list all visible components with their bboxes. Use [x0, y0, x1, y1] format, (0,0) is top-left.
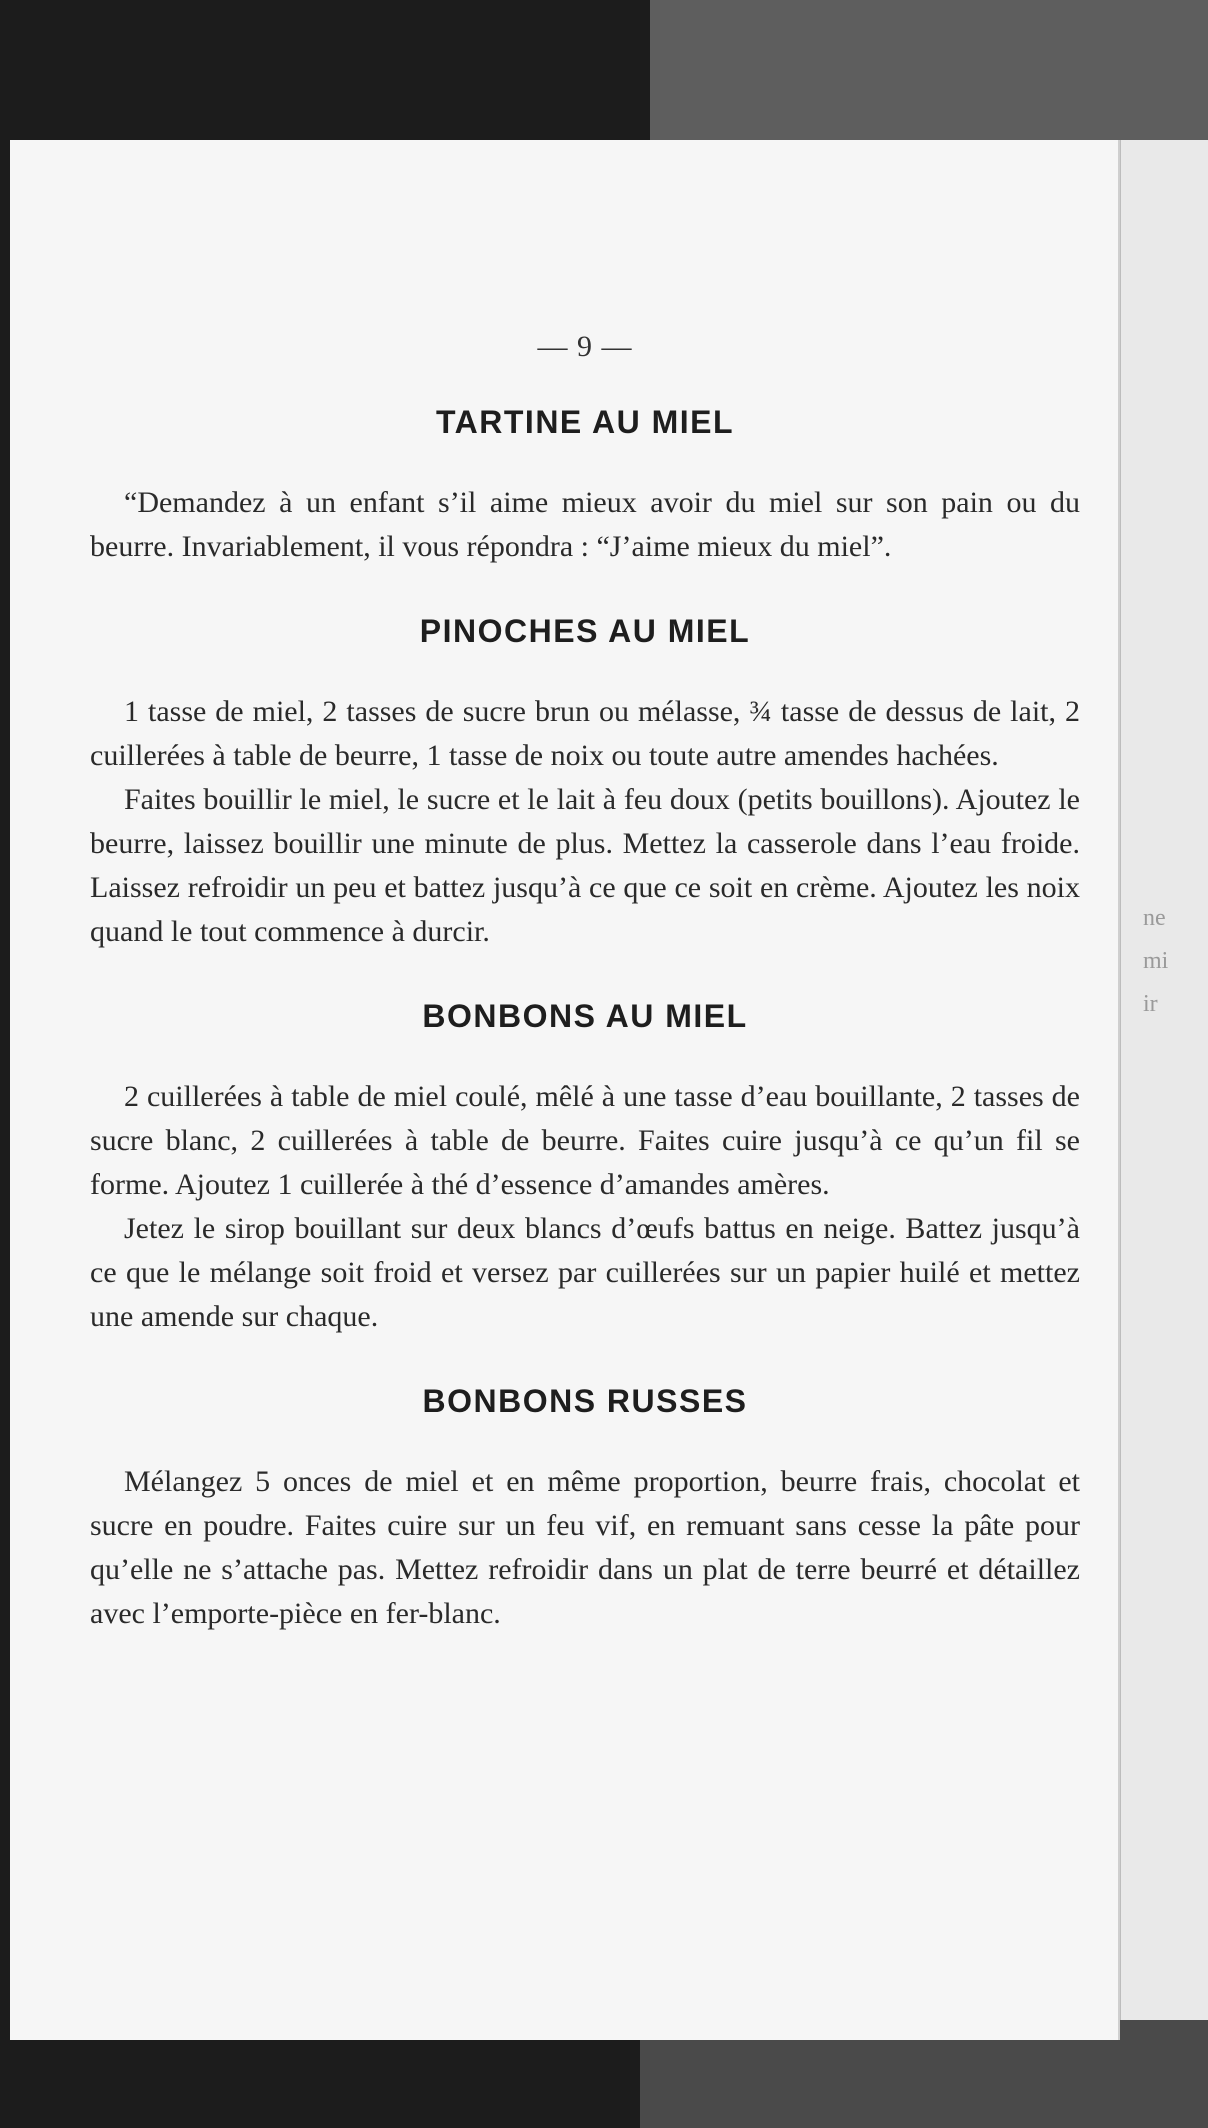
section-pinoches-au-miel — [90, 613, 1080, 954]
adjacent-page-fragment: ne — [1143, 905, 1166, 931]
paragraph: Jetez le sirop bouillant sur deux blancs d’œufs battus en neige. Battez jusqu’à ce que le mélange soit froid et versez par cuillerées sur un papier huilé et mettez une amende sur chaque. — [90, 1212, 1080, 1333]
section-title: TARTINE AU MIEL — [435, 404, 735, 440]
paragraph: Faites bouillir le miel, le sucre et le lait à feu doux (petits bouillons). Ajoutez le beurre, laissez bouillir une minute de plus. Mettez la casserole dans l’eau froide. Laissez refroidir un peu et battez jusqu’à ce que ce soit en crème. Ajoutez les noix quand le tout commence à durcir. — [90, 783, 1080, 948]
background-dark-area — [650, 0, 1208, 140]
section-tartine-au-miel — [90, 404, 1080, 569]
page-content — [90, 330, 1080, 1680]
section-title: BONBONS RUSSES — [422, 1383, 748, 1419]
paragraph: 2 cuillerées à table de miel coulé, mêlé à une tasse d’eau bouillante, 2 tasses de sucre blanc, 2 cuillerées à table de beurre. Faites cuire jusqu’à ce qu’un fil se forme. Ajoutez 1 cuillerée à thé d’essence d’amandes amères. — [90, 1080, 1080, 1201]
section-bonbons-russes — [90, 1383, 1080, 1636]
paragraph: Mélangez 5 onces de miel et en même proportion, beurre frais, chocolat et sucre en poudre. Faites cuire sur un feu vif, en remuant sans cesse la pâte pour qu’elle ne s’attache pas. Mettez refroidir dans un plat de terre beurré et détaillez avec l’emporte-pièce en fer-blanc. — [90, 1465, 1080, 1630]
adjacent-page-edge — [1118, 140, 1208, 2020]
section-title: BONBONS AU MIEL — [422, 998, 748, 1034]
section-title: PINOCHES AU MIEL — [419, 613, 751, 649]
page-number: — 9 — — [537, 330, 633, 363]
paragraph: “Demandez à un enfant s’il aime mieux avoir du miel sur son pain ou du beurre. Invariablement, il vous répondra : “J’aime mieux du miel”. — [90, 486, 1080, 563]
adjacent-page-fragment: mi — [1143, 948, 1169, 974]
book-page — [10, 140, 1120, 2040]
section-bonbons-au-miel — [90, 998, 1080, 1339]
paragraph: 1 tasse de miel, 2 tasses de sucre brun ou mélasse, ¾ tasse de dessus de lait, 2 cuillerées à table de beurre, 1 tasse de noix ou toute autre amendes hachées. — [90, 695, 1080, 772]
adjacent-page-fragment: ir — [1143, 991, 1158, 1017]
